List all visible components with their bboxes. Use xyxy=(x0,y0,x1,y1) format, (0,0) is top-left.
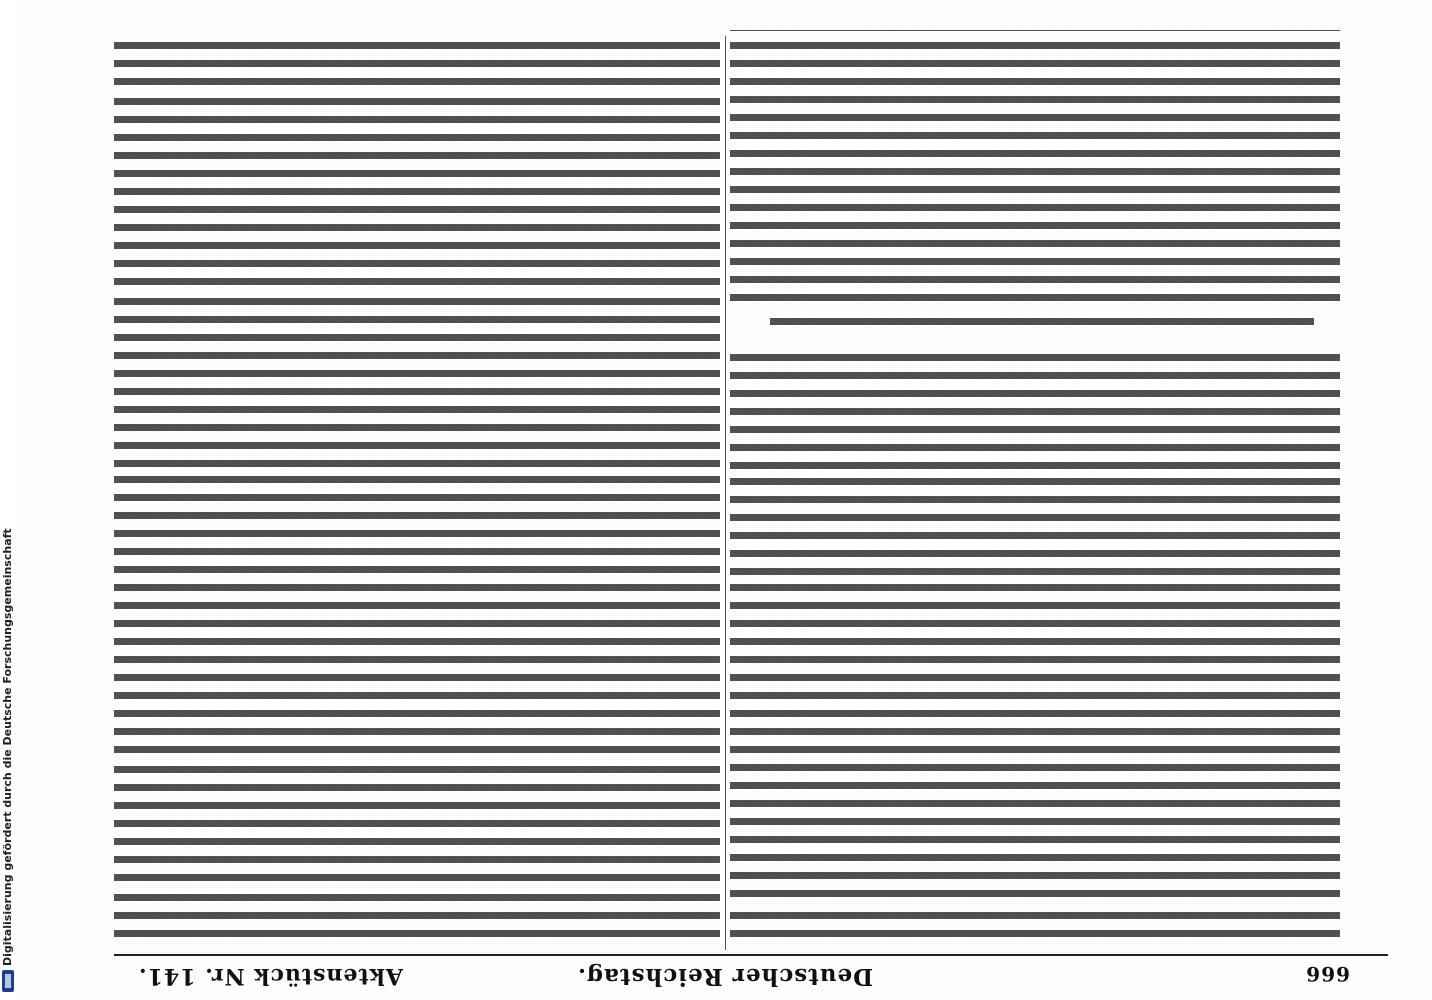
paragraph xyxy=(114,474,720,578)
paragraph xyxy=(730,30,1340,180)
paragraph xyxy=(730,476,1340,580)
funding-notice-text: Digitalisierung gefördert durch die Deutsche Forschungsgemeinschaft xyxy=(1,528,14,966)
section-heading xyxy=(770,310,1314,330)
paragraph xyxy=(114,580,720,758)
page-number: 666 xyxy=(1305,962,1350,986)
left-column xyxy=(730,28,1340,942)
scanned-page xyxy=(18,0,1432,1000)
running-title: Deutscher Reichstag. xyxy=(576,963,874,990)
right-column xyxy=(114,28,720,942)
paragraph xyxy=(114,814,720,886)
paragraph xyxy=(114,202,720,290)
column-divider xyxy=(725,36,726,950)
paragraph xyxy=(114,760,720,814)
funding-strip xyxy=(0,0,18,1000)
paragraph xyxy=(114,92,720,200)
dfg-logo-icon xyxy=(2,970,14,992)
document-number: Aktenstück Nr. 141. xyxy=(138,963,403,989)
paragraph xyxy=(730,582,1340,812)
paragraph xyxy=(730,906,1340,942)
paragraph xyxy=(730,346,1340,474)
paragraph xyxy=(114,32,720,90)
header-rule xyxy=(114,954,1388,956)
paragraph xyxy=(114,888,720,942)
funding-notice xyxy=(1,528,14,992)
paragraph xyxy=(730,182,1340,306)
paragraph xyxy=(114,294,720,472)
paragraph xyxy=(730,812,1340,902)
